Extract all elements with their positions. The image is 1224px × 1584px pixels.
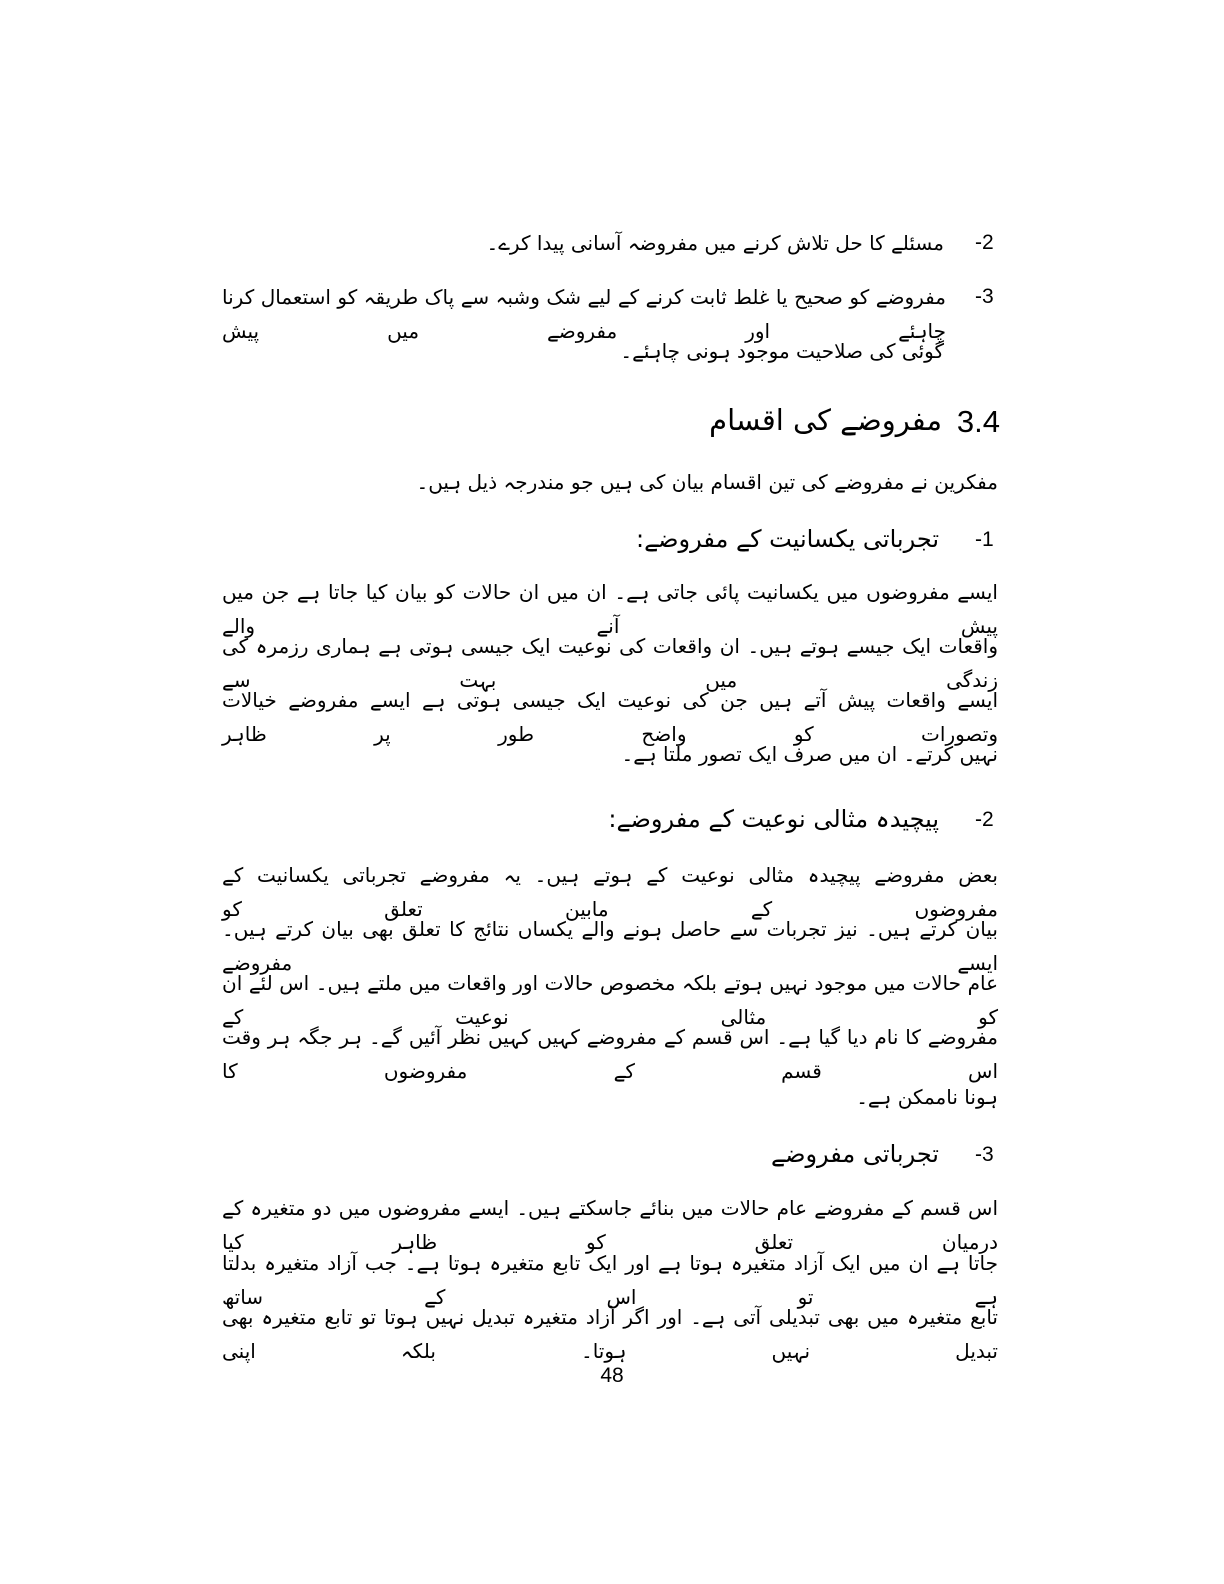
subsection-title: پیچیدہ مثالی نوعیت کے مفروضے: (608, 805, 939, 833)
paragraph-line: واقعات ایک جیسے ہوتے ہیں۔ ان واقعات کی نوعیت ایک جیسی ہوتی ہے ہماری رزمرہ کی زندگی میں بہت سے (222, 634, 998, 692)
paragraph-line: جاتا ہے ان میں ایک آزاد متغیرہ ہوتا ہے اور ایک تابع متغیرہ ہوتا ہے۔ جب آزاد متغیرہ بدلتا ہے تو اس کے ساتھ (222, 1251, 998, 1309)
paragraph-line: ایسے مفروضوں میں یکسانیت پائی جاتی ہے۔ ان میں ان حالات کو بیان کیا جاتا ہے جن میں پیش آنے والے (222, 580, 998, 638)
section-number: 3.4 (956, 404, 1000, 439)
paragraph-line: بعض مفروضے پیچیدہ مثالی نوعیت کے ہوتے ہیں۔ یہ مفروضے تجرباتی یکسانیت کے مفروضوں کے مابین تعلق کو (222, 863, 998, 921)
list-number: -2 (975, 231, 994, 254)
paragraph-line: اس قسم کے مفروضے عام حالات میں بنائے جاسکتے ہیں۔ ایسے مفروضوں میں دو متغیرہ کے درمیان تعلق کو ظاہر کیا (222, 1196, 998, 1254)
paragraph-line: تابع متغیرہ میں بھی تبدیلی آتی ہے۔ اور اگر آزاد متغیرہ تبدیل نہیں ہوتا تو تابع متغیرہ بھی تبدیل نہیں ہوتا۔ بلکہ اپنی (222, 1305, 998, 1363)
list-number: -3 (975, 285, 994, 308)
subsection-number: -2 (975, 808, 994, 831)
paragraph-line: بیان کرتے ہیں۔ نیز تجربات سے حاصل ہونے والے یکساں نتائج کا تعلق بھی بیان کرتے ہیں۔ ایسے مفروضے (222, 917, 998, 975)
list-item-text: مفروضے کو صحیح یا غلط ثابت کرنے کے لیے شک وشبہ سے پاک طریقہ کو استعمال کرنا چاہئے اور مفروضے میں پیش (222, 285, 946, 343)
section-intro: مفکرین نے مفروضے کی تین اقسام بیان کی ہیں جو مندرجہ ذیل ہیں۔ (416, 470, 998, 494)
section-title: مفروضے کی اقسام (709, 403, 942, 437)
subsection-number: -1 (975, 528, 994, 551)
subsection-title: تجرباتی مفروضے (771, 1140, 939, 1168)
paragraph-line: ہونا ناممکن ہے۔ (856, 1085, 998, 1109)
list-item-text: مسئلے کا حل تلاش کرنے میں مفروضہ آسانی پیدا کرے۔ (486, 231, 944, 255)
list-item-text: گوئی کی صلاحیت موجود ہونی چاہئے۔ (620, 339, 944, 363)
paragraph-line: نہیں کرتے۔ ان میں صرف ایک تصور ملتا ہے۔ (621, 742, 998, 766)
subsection-number: -3 (975, 1143, 994, 1166)
paragraph-line: ایسے واقعات پیش آتے ہیں جن کی نوعیت ایک جیسی ہوتی ہے ایسے مفروضے خیالات وتصورات کو واضح طور پر ظاہر (222, 688, 999, 746)
subsection-title: تجرباتی یکسانیت کے مفروضے: (636, 525, 939, 553)
paragraph-line: مفروضے کا نام دیا گیا ہے۔ اس قسم کے مفروضے کہیں کہیں نظر آئیں گے۔ ہر جگہ ہر وقت اس قسم کے مفروضوں کا (222, 1025, 998, 1083)
paragraph-line: عام حالات میں موجود نہیں ہوتے بلکہ مخصوص حالات اور واقعات میں ملتے ہیں۔ اس لئے ان کو مثالی نوعیت کے (222, 971, 998, 1029)
page-number: 48 (600, 1364, 624, 1387)
